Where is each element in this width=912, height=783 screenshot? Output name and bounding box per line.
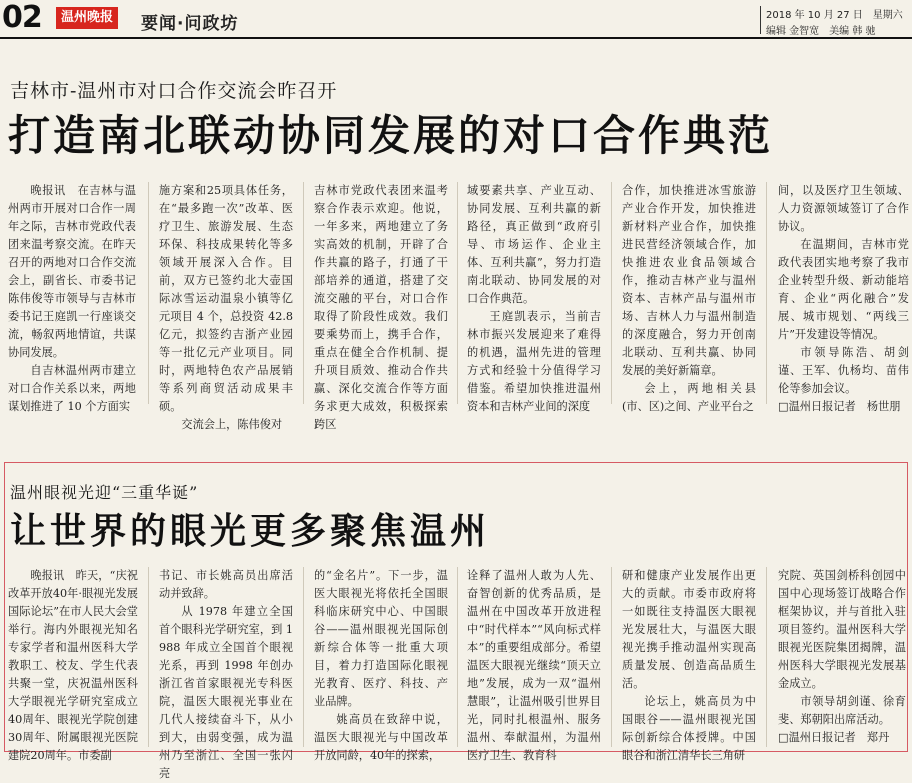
- column-divider: [611, 182, 612, 404]
- section-title: 要闻·问政坊: [141, 14, 239, 34]
- reporter-credit: □温州日报记者 杨世朋: [778, 400, 901, 413]
- column-divider: [611, 567, 612, 747]
- story1-column-5: [622, 182, 756, 413]
- paragraph: 晚报讯 在吉林与温州两市开展对口合作一周年之际，吉林市党政代表团来温考察交流。在昨天召开的两地对口合作交流会上，副省长、市委书记陈伟俊等市领导与吉林市委书记王庭凯一行座谈交流，畅叙两地情谊，共谋协同发展。: [8, 184, 136, 359]
- story1-column-3: [314, 182, 448, 431]
- paragraph: 合作，加快推进冰雪旅游产业合作开发，加快推进新材料产业合作，加快推进民营经济领域合作，加快推进农业食品领域合作，推动吉林产业与温州资本、吉林产品与温州市场、吉林人力与温州制造的深度融合，努力开创南北联动、互利共赢、协同发展的美好新篇章。: [622, 184, 756, 377]
- paragraph: 市领导胡剑谨、徐育斐、郑朝阳出席活动。: [778, 695, 906, 726]
- paragraph: 的“金名片”。下一步，温医大眼视光将依托全国眼科临床研究中心、中国眼谷——温州眼视光国际创新综合体等一批重大项目，着力打造国际化眼视光教育、医疗、科技、产业品牌。: [314, 569, 448, 708]
- paragraph: 域要素共享、产业互动、协同发展、互利共赢的新路径，真正做到“政府引导、市场运作、企业主体、互利共赢”，努力打造南北联动、协同发展的对口合作典范。: [467, 184, 601, 305]
- story2-column-2: [159, 567, 293, 780]
- column-divider: [303, 182, 304, 404]
- paragraph: 究院、英国剑桥科创园中国中心现场签订战略合作框架协议，并与首批入驻项目签约。温州医科大学眼视光医院集团揭牌，温州医科大学眼视光发展基金成立。: [778, 569, 906, 690]
- story1-headline: 打造南北联动协同发展的对口合作典范: [8, 111, 774, 160]
- paragraph: 市领导陈浩、胡剑谨、王军、仇杨均、苗伟伦等参加会议。: [778, 346, 909, 395]
- story2-column-6: [778, 567, 906, 749]
- page-number: 02: [2, 0, 42, 35]
- header-rule: [0, 37, 912, 39]
- paragraph: 王庭凯表示，当前吉林市振兴发展迎来了难得的机遇，温州先进的管理方式和经验十分值得学习借鉴。希望加快推进温州资本和吉林产业间的深度: [467, 310, 601, 413]
- paragraph: 姚高员在致辞中说，温医大眼视光与中国改革开放同龄，40年的探索，: [314, 713, 448, 762]
- paragraph: 会上，两地相关县(市、区)之间、产业平台之: [622, 382, 756, 413]
- editor-credits: 编辑 金智宽 美编 韩 驰: [766, 26, 876, 37]
- paragraph: 施方案和25项具体任务，在“最多跑一次”改革、医疗卫生、旅游发展、生态环保、科技成果转化等多领域开展深入合作。目前，双方已签约北大壶国际冰雪运动温泉小镇等亿元项目 4 个，总投资 42.8 亿元，拟签约吉浙产业园等一批亿元产业项目。同时，两地特色农产品展销等系列商贸活动成果丰硕。: [159, 184, 293, 413]
- column-divider: [457, 182, 458, 404]
- column-divider: [457, 567, 458, 747]
- story2-column-3: [314, 567, 448, 762]
- reporter-credit: □温州日报记者 郑丹: [778, 731, 890, 744]
- column-divider: [303, 567, 304, 747]
- story1-column-6: [778, 182, 909, 413]
- story2-column-1: [8, 567, 138, 762]
- story2-column-4: [467, 567, 601, 762]
- story1-kicker: 吉林市-温州市对口合作交流会昨召开: [10, 80, 338, 102]
- paragraph: 晚报讯 昨天，“庆祝改革开放40年·眼视光发展国际论坛”在市人民大会堂举行。海内外眼视光知名专家学者和温州医科大学教职工、校友、学生代表共聚一堂，庆祝温州医科大学眼视光学研究室成立40周年、眼视光学院创建30周年、附属眼视光医院建院20周年。市委副: [8, 569, 138, 762]
- story1-column-2: [159, 182, 293, 431]
- story1-column-1: [8, 182, 136, 413]
- paragraph: 间，以及医疗卫生领域、人力资源领域签订了合作协议。: [778, 184, 909, 233]
- column-divider: [148, 182, 149, 404]
- column-divider: [766, 182, 767, 404]
- story2-column-5: [622, 567, 756, 762]
- paragraph: 诠释了温州人敢为人先、奋智创新的优秀品质，是温州在中国改革开放进程中“时代样本”“风向标式样本”的重要组成部分。希望温医大眼视光继续“顶天立地”发展，成为一双“温州慧眼”，让温州吸引世界目光，同时扎根温州、服务温州、奉献温州，为温州医疗卫生、教育科: [467, 569, 601, 762]
- paragraph: 自吉林温州两市建立对口合作关系以来，两地谋划推进了 10 个方面实: [8, 364, 136, 413]
- issue-date: 2018 年 10 月 27 日 星期六: [766, 10, 903, 21]
- newspaper-brand-logo: 温州晚报: [56, 7, 118, 29]
- column-divider: [766, 567, 767, 747]
- paragraph: 交流会上，陈伟俊对: [181, 418, 283, 431]
- paragraph: 吉林市党政代表团来温考察合作表示欢迎。他说，一年多来，两地建立了务实高效的机制，开辟了合作共赢的路子，打通了干部培养的通道，搭建了交流交融的平台，对口合作取得了阶段性成效。我们要乘势而上，携手合作，重点在健全合作机制、提升项目质效、推动合作共赢、深化交流合作等方面务求更大成效，积极探索跨区: [314, 184, 448, 431]
- paragraph: 书记、市长姚高员出席活动并致辞。: [159, 569, 293, 600]
- paragraph: 论坛上，姚高员为中国眼谷——温州眼视光国际创新综合体授牌。中国眼谷和浙江清华长三角研: [622, 695, 756, 762]
- header-divider: [760, 6, 761, 34]
- story2-headline: 让世界的眼光更多聚焦温州: [10, 510, 491, 552]
- story1-column-4: [467, 182, 601, 413]
- column-divider: [148, 567, 149, 747]
- story2-kicker: 温州眼视光迎“三重华诞”: [10, 483, 199, 502]
- paragraph: 从 1978 年建立全国首个眼科光学研究室，到 1988 年成立全国首个眼视光系，再到 1998 年创办浙江省首家眼视光专科医院，温医大眼视光事业在几代人接续奋斗下，从小到大，由弱变强，成为温州乃至浙江、全国一张闪亮: [159, 605, 293, 780]
- paragraph: 研和健康产业发展作出更大的贡献。市委市政府将一如既往支持温医大眼视光发展壮大，与温医大眼视光携手推动温州实现高质量发展、创造高品质生活。: [622, 569, 756, 690]
- paragraph: 在温期间，吉林市党政代表团实地考察了我市企业转型升级、新动能培育、企业“两化融合”发展、城市规划、“两线三片”开发建设等情况。: [778, 238, 909, 341]
